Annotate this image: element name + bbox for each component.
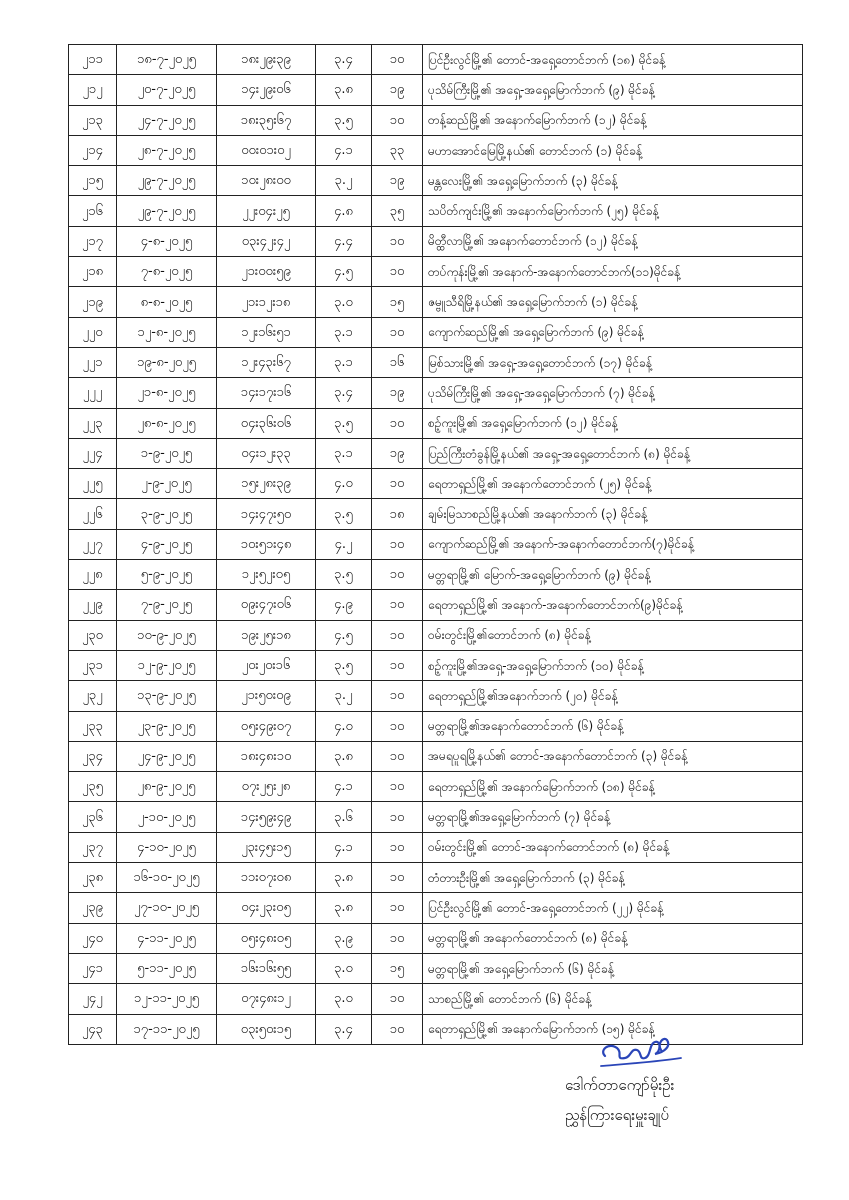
table-row <box>69 681 803 711</box>
magnitude-cell: ၄.၅ <box>316 257 372 287</box>
depth-cell: ၁၀ <box>372 45 423 75</box>
magnitude-cell: ၃.၉ <box>316 923 372 953</box>
depth-cell: ၁၀ <box>372 681 423 711</box>
location-cell: စဥ့်ကူးမြို့၏အရှေ့-အရှေ့မြောက်ဘက် (၁၀) မိုင်ခန့် <box>423 650 803 680</box>
event-date-cell: ၇-၈-၂၀၂၅ <box>117 257 217 287</box>
event-time-cell: ၀၇း၂၅း၂၈ <box>217 772 316 802</box>
event-time-cell: ၂၂း၀၄း၂၅ <box>217 196 316 226</box>
magnitude-cell: ၃.၀ <box>316 984 372 1014</box>
location-cell: မတ္တရာမြို့၏အရှေ့မြောက်ဘက် (၇) မိုင်ခန့် <box>423 802 803 832</box>
row-number-cell: ၂၃၈ <box>69 863 117 893</box>
magnitude-cell: ၃.၀ <box>316 287 372 317</box>
table-row <box>69 378 803 408</box>
depth-cell: ၁၀ <box>372 226 423 256</box>
depth-cell: ၁၀ <box>372 772 423 802</box>
table-row <box>69 45 803 75</box>
event-date-cell: ၂၈-၉-၂၀၂၅ <box>117 772 217 802</box>
event-date-cell: ၂၈-၇-၂၀၂၅ <box>117 135 217 165</box>
magnitude-cell: ၃.၅ <box>316 105 372 135</box>
row-number-cell: ၂၄၁ <box>69 953 117 983</box>
event-date-cell: ၁၉-၈-၂၀၂၅ <box>117 347 217 377</box>
magnitude-cell: ၄.၀ <box>316 469 372 499</box>
row-number-cell: ၂၁၇ <box>69 226 117 256</box>
location-cell: ပုသိမ်ကြီးမြို့၏ အရှေ့-အရှေ့မြောက်ဘက် (၇) မိုင်ခန့် <box>423 378 803 408</box>
event-date-cell: ၁၈-၇-၂၀၂၅ <box>117 45 217 75</box>
row-number-cell: ၂၂၅ <box>69 469 117 499</box>
depth-cell: ၁၀ <box>372 984 423 1014</box>
location-cell: တန့်ဆည်မြို့၏ အနောက်မြောက်ဘက် (၁၂) မိုင်ခန့် <box>423 105 803 135</box>
depth-cell: ၁၀ <box>372 650 423 680</box>
row-number-cell: ၂၃၁ <box>69 650 117 680</box>
location-cell: ဇမ္ဗူသီရိမြို့နယ်၏ အရှေ့မြောက်ဘက် (၁) မိုင်ခန့် <box>423 287 803 317</box>
location-cell: ကျောက်ဆည်မြို့၏ အရှေ့မြောက်ဘက် (၉) မိုင်ခန့် <box>423 317 803 347</box>
magnitude-cell: ၃.၈ <box>316 75 372 105</box>
table-row <box>69 650 803 680</box>
table-row <box>69 469 803 499</box>
depth-cell: ၁၆ <box>372 347 423 377</box>
row-number-cell: ၂၃၃ <box>69 711 117 741</box>
row-number-cell: ၂၁၆ <box>69 196 117 226</box>
location-cell: ရေတာရှည်မြို့၏အနောက်ဘက် (၂၀) မိုင်ခန့် <box>423 681 803 711</box>
event-date-cell: ၁၆-၁၀-၂၀၂၅ <box>117 863 217 893</box>
row-number-cell: ၂၁၅ <box>69 166 117 196</box>
location-cell: မတ္တရာမြို့၏အနောက်တောင်ဘက် (၆) မိုင်ခန့် <box>423 711 803 741</box>
magnitude-cell: ၄.၁ <box>316 135 372 165</box>
row-number-cell: ၂၂၆ <box>69 499 117 529</box>
event-time-cell: ၁၈း၃၅း၆၇ <box>217 105 316 135</box>
table-row <box>69 863 803 893</box>
location-cell: ပြည်ကြီးတံခွန်မြို့နယ်၏ အရှေ့-အရှေ့တောင်ဘက် (၈) မိုင်ခန့် <box>423 438 803 468</box>
row-number-cell: ၂၃၅ <box>69 772 117 802</box>
event-time-cell: ၁၅း၂၈း၃၉ <box>217 469 316 499</box>
magnitude-cell: ၄.၁ <box>316 832 372 862</box>
location-cell: ပုသိမ်ကြီးမြို့၏ အရှေ့-အရှေ့မြောက်ဘက် (၉) မိုင်ခန့် <box>423 75 803 105</box>
table-row <box>69 135 803 165</box>
row-number-cell: ၂၂၃ <box>69 408 117 438</box>
row-number-cell: ၂၂၇ <box>69 529 117 559</box>
depth-cell: ၃၃ <box>372 135 423 165</box>
event-time-cell: ၀၃း၄၂း၄၂ <box>217 226 316 256</box>
location-cell: မိတ္ထီလာမြို့၏ အနောက်တောင်ဘက် (၁၂) မိုင်ခန့် <box>423 226 803 256</box>
table-row <box>69 166 803 196</box>
magnitude-cell: ၃.၄ <box>316 1014 372 1044</box>
event-date-cell: ၂၃-၉-၂၀၂၅ <box>117 711 217 741</box>
event-date-cell: ၄-၁၁-၂၀၂၅ <box>117 923 217 953</box>
event-time-cell: ၀၀း၀၁း၀၂ <box>217 135 316 165</box>
magnitude-cell: ၃.၅ <box>316 650 372 680</box>
event-time-cell: ၁၄း၄၇း၅၀ <box>217 499 316 529</box>
table-row <box>69 772 803 802</box>
magnitude-cell: ၃.၄ <box>316 45 372 75</box>
row-number-cell: ၂၁၉ <box>69 287 117 317</box>
event-time-cell: ၀၇း၄၈း၁၂ <box>217 984 316 1014</box>
event-time-cell: ၁၀း၅၁း၄၈ <box>217 529 316 559</box>
magnitude-cell: ၃.၁ <box>316 317 372 347</box>
table-row <box>69 499 803 529</box>
depth-cell: ၁၀ <box>372 863 423 893</box>
location-cell: မဟာအောင်မြေမြို့နယ်၏ တောင်ဘက် (၁) မိုင်ခန့် <box>423 135 803 165</box>
signatory-title: ညွှန်ကြားရေးမှူးချုပ် <box>565 1106 669 1124</box>
magnitude-cell: ၃.၅ <box>316 560 372 590</box>
event-time-cell: ၁၂း၅၂း၀၅ <box>217 560 316 590</box>
event-time-cell: ၀၉း၄၇း၀၆ <box>217 590 316 620</box>
event-time-cell: ၀၄း၂၃း၀၅ <box>217 893 316 923</box>
event-time-cell: ၁၄း၁၇း၁၆ <box>217 378 316 408</box>
depth-cell: ၁၀ <box>372 802 423 832</box>
event-time-cell: ၁၁း၀၇း၀၈ <box>217 863 316 893</box>
table-row <box>69 408 803 438</box>
event-time-cell: ၁၉း၂၅း၁၈ <box>217 620 316 650</box>
event-time-cell: ၁၂း၁၆း၅၁ <box>217 317 316 347</box>
earthquake-table-body <box>69 45 803 1045</box>
magnitude-cell: ၄.၄ <box>316 226 372 256</box>
magnitude-cell: ၃.၈ <box>316 863 372 893</box>
table-row <box>69 105 803 135</box>
event-date-cell: ၂-၁၀-၂၀၂၅ <box>117 802 217 832</box>
magnitude-cell: ၃.၁ <box>316 438 372 468</box>
row-number-cell: ၂၁၃ <box>69 105 117 135</box>
location-cell: စဥ့်ကူးမြို့၏ အရှေ့မြောက်ဘက် (၁၂) မိုင်ခန့် <box>423 408 803 438</box>
depth-cell: ၁၀ <box>372 560 423 590</box>
magnitude-cell: ၃.၈ <box>316 741 372 771</box>
depth-cell: ၁၅ <box>372 953 423 983</box>
row-number-cell: ၂၂၉ <box>69 590 117 620</box>
depth-cell: ၁၀ <box>372 317 423 347</box>
event-date-cell: ၈-၈-၂၀၂၅ <box>117 287 217 317</box>
location-cell: ရေတာရှည်မြို့၏ အနောက်မြောက်ဘက် (၁၈) မိုင်ခန့် <box>423 772 803 802</box>
event-time-cell: ၁၄း၅၉း၄၉ <box>217 802 316 832</box>
row-number-cell: ၂၃၄ <box>69 741 117 771</box>
location-cell: အမရပူရမြို့နယ်၏ တောင်-အနောက်တောင်ဘက် (၃) မိုင်ခန့် <box>423 741 803 771</box>
location-cell: သာစည်မြို့၏ တောင်ဘက် (၆) မိုင်ခန့် <box>423 984 803 1014</box>
row-number-cell: ၂၂၂ <box>69 378 117 408</box>
row-number-cell: ၂၁၂ <box>69 75 117 105</box>
location-cell: မန္တလေးမြို့၏ အရှေ့မြောက်ဘက် (၃) မိုင်ခန့် <box>423 166 803 196</box>
location-cell: တံတားဦးမြို့၏ အရှေ့မြောက်ဘက် (၃) မိုင်ခန့် <box>423 863 803 893</box>
table-row <box>69 438 803 468</box>
location-cell: မြစ်သားမြို့၏ အရှေ့-အရှေ့တောင်ဘက် (၁၇) မိုင်ခန့် <box>423 347 803 377</box>
event-date-cell: ၂၈-၈-၂၀၂၅ <box>117 408 217 438</box>
depth-cell: ၁၀ <box>372 105 423 135</box>
location-cell: မတ္တရာမြို့၏ အနောက်တောင်ဘက် (၈) မိုင်ခန့် <box>423 923 803 953</box>
event-date-cell: ၂၀-၇-၂၀၂၅ <box>117 75 217 105</box>
event-date-cell: ၁၀-၉-၂၀၂၅ <box>117 620 217 650</box>
location-cell: ဝမ်းတွင်းမြို့၏ တောင်-အနောက်တောင်ဘက် (၈) မိုင်ခန့် <box>423 832 803 862</box>
event-date-cell: ၁-၉-၂၀၂၅ <box>117 438 217 468</box>
depth-cell: ၃၅ <box>372 196 423 226</box>
row-number-cell: ၂၃၂ <box>69 681 117 711</box>
table-row <box>69 984 803 1014</box>
depth-cell: ၁၀ <box>372 590 423 620</box>
magnitude-cell: ၃.၄ <box>316 378 372 408</box>
event-date-cell: ၁၂-၁၁-၂၀၂၅ <box>117 984 217 1014</box>
event-time-cell: ၀၅း၄၈း၀၅ <box>217 923 316 953</box>
event-date-cell: ၁၂-၈-၂၀၂၅ <box>117 317 217 347</box>
magnitude-cell: ၄.၂ <box>316 529 372 559</box>
table-row <box>69 923 803 953</box>
event-date-cell: ၂၉-၇-၂၀၂၅ <box>117 196 217 226</box>
row-number-cell: ၂၄၂ <box>69 984 117 1014</box>
depth-cell: ၁၀ <box>372 257 423 287</box>
event-time-cell: ၁၂း၄၃း၆၇ <box>217 347 316 377</box>
magnitude-cell: ၃.၂ <box>316 166 372 196</box>
location-cell: ရေတာရှည်မြို့၏ အနောက်တောင်ဘက် (၂၅) မိုင်ခန့် <box>423 469 803 499</box>
magnitude-cell: ၄.၀ <box>316 711 372 741</box>
table-row <box>69 893 803 923</box>
table-row <box>69 711 803 741</box>
event-time-cell: ၀၃း၅၀း၁၅ <box>217 1014 316 1044</box>
row-number-cell: ၂၄၃ <box>69 1014 117 1044</box>
row-number-cell: ၂၄၀ <box>69 923 117 953</box>
signatory-name: ဒေါက်တာကျော်မိုးဦး <box>565 1076 675 1094</box>
row-number-cell: ၂၃၀ <box>69 620 117 650</box>
table-row <box>69 287 803 317</box>
magnitude-cell: ၄.၉ <box>316 590 372 620</box>
location-cell: ရေတာရှည်မြို့၏ အနောက်-အနောက်တောင်ဘက်(၉)မိုင်ခန့် <box>423 590 803 620</box>
depth-cell: ၁၉ <box>372 75 423 105</box>
event-date-cell: ၅-၉-၂၀၂၅ <box>117 560 217 590</box>
event-date-cell: ၂၁-၈-၂၀၂၅ <box>117 378 217 408</box>
magnitude-cell: ၃.၆ <box>316 802 372 832</box>
depth-cell: ၁၀ <box>372 1014 423 1044</box>
event-date-cell: ၂၉-၇-၂၀၂၅ <box>117 166 217 196</box>
depth-cell: ၁၀ <box>372 923 423 953</box>
row-number-cell: ၂၁၈ <box>69 257 117 287</box>
event-date-cell: ၂၄-၉-၂၀၂၅ <box>117 741 217 771</box>
table-row <box>69 75 803 105</box>
magnitude-cell: ၃.၂ <box>316 681 372 711</box>
event-time-cell: ၂၁း၅၀း၀၉ <box>217 681 316 711</box>
table-row <box>69 1014 803 1044</box>
table-row <box>69 953 803 983</box>
table-row <box>69 620 803 650</box>
depth-cell: ၁၀ <box>372 711 423 741</box>
event-date-cell: ၄-၉-၂၀၂၅ <box>117 529 217 559</box>
depth-cell: ၁၀ <box>372 408 423 438</box>
event-time-cell: ၁၈း၄၈း၁၀ <box>217 741 316 771</box>
event-date-cell: ၄-၈-၂၀၂၅ <box>117 226 217 256</box>
depth-cell: ၁၀ <box>372 529 423 559</box>
depth-cell: ၁၀ <box>372 620 423 650</box>
event-time-cell: ၁၀း၂၈း၀၀ <box>217 166 316 196</box>
event-date-cell: ၂-၉-၂၀၂၅ <box>117 469 217 499</box>
event-time-cell: ၀၄း၁၂း၃၃ <box>217 438 316 468</box>
location-cell: တပ်ကုန်းမြို့၏ အနောက်-အနောက်တောင်ဘက်(၁၁)မိုင်ခန့် <box>423 257 803 287</box>
row-number-cell: ၂၂၀ <box>69 317 117 347</box>
depth-cell: ၁၉ <box>372 378 423 408</box>
event-time-cell: ၁၄း၂၉း၀၆ <box>217 75 316 105</box>
event-time-cell: ၁၆း၁၆း၅၅ <box>217 953 316 983</box>
depth-cell: ၁၀ <box>372 469 423 499</box>
table-row <box>69 196 803 226</box>
table-row <box>69 347 803 377</box>
magnitude-cell: ၄.၅ <box>316 620 372 650</box>
earthquake-table <box>68 44 803 1045</box>
handwritten-signature <box>595 1028 685 1076</box>
depth-cell: ၁၈ <box>372 499 423 529</box>
event-date-cell: ၂၄-၇-၂၀၂၅ <box>117 105 217 135</box>
table-row <box>69 317 803 347</box>
depth-cell: ၁၀ <box>372 741 423 771</box>
row-number-cell: ၂၂၄ <box>69 438 117 468</box>
event-date-cell: ၇-၉-၂၀၂၅ <box>117 590 217 620</box>
magnitude-cell: ၃.၈ <box>316 893 372 923</box>
location-cell: မတ္တရာမြို့၏ မြောက်-အရှေ့မြောက်ဘက် (၉) မိုင်ခန့် <box>423 560 803 590</box>
location-cell: ရေတာရှည်မြို့၏ အနောက်မြောက်ဘက် (၁၅) မိုင်ခန့် <box>423 1014 803 1044</box>
location-cell: ဝမ်းတွင်းမြို့၏တောင်ဘက် (၈) မိုင်ခန့် <box>423 620 803 650</box>
event-date-cell: ၁၃-၉-၂၀၂၅ <box>117 681 217 711</box>
table-row <box>69 257 803 287</box>
row-number-cell: ၂၃၇ <box>69 832 117 862</box>
event-time-cell: ၁၈း၂၉း၃၉ <box>217 45 316 75</box>
magnitude-cell: ၃.၅ <box>316 408 372 438</box>
table-row <box>69 741 803 771</box>
location-cell: မတ္တရာမြို့၏ အရှေ့မြောက်ဘက် (၆) မိုင်ခန့် <box>423 953 803 983</box>
magnitude-cell: ၃.၁ <box>316 347 372 377</box>
depth-cell: ၁၅ <box>372 287 423 317</box>
event-time-cell: ၀၄း၃၆း၀၆ <box>217 408 316 438</box>
event-date-cell: ၁၇-၁၁-၂၀၂၅ <box>117 1014 217 1044</box>
table-row <box>69 560 803 590</box>
table-row <box>69 802 803 832</box>
event-date-cell: ၅-၁၁-၂၀၂၅ <box>117 953 217 983</box>
event-time-cell: ၀၅း၄၉း၀၇ <box>217 711 316 741</box>
event-date-cell: ၁၂-၉-၂၀၂၅ <box>117 650 217 680</box>
location-cell: ကျောက်ဆည်မြို့၏ အနောက်-အနောက်တောင်ဘက်(၇)မိုင်ခန့် <box>423 529 803 559</box>
row-number-cell: ၂၃၉ <box>69 893 117 923</box>
row-number-cell: ၂၁၄ <box>69 135 117 165</box>
depth-cell: ၁၀ <box>372 832 423 862</box>
depth-cell: ၁၀ <box>372 893 423 923</box>
row-number-cell: ၂၂၁ <box>69 347 117 377</box>
event-date-cell: ၃-၉-၂၀၂၅ <box>117 499 217 529</box>
event-time-cell: ၂၀း၂၀း၁၆ <box>217 650 316 680</box>
table-row <box>69 832 803 862</box>
location-cell: ပြင်ဦးလွင်မြို့၏ တောင်-အရှေ့တောင်ဘက် (၁၈) မိုင်ခန့် <box>423 45 803 75</box>
magnitude-cell: ၃.၀ <box>316 953 372 983</box>
event-date-cell: ၂၇-၁၀-၂၀၂၅ <box>117 893 217 923</box>
table-row <box>69 590 803 620</box>
location-cell: ပြင်ဦးလွင်မြို့၏ တောင်-အရှေ့တောင်ဘက် (၂၂) မိုင်ခန့် <box>423 893 803 923</box>
event-date-cell: ၄-၁၀-၂၀၂၅ <box>117 832 217 862</box>
magnitude-cell: ၄.၈ <box>316 196 372 226</box>
table-row <box>69 226 803 256</box>
event-time-cell: ၂၃း၄၅း၁၅ <box>217 832 316 862</box>
magnitude-cell: ၄.၁ <box>316 772 372 802</box>
magnitude-cell: ၃.၅ <box>316 499 372 529</box>
row-number-cell: ၂၃၆ <box>69 802 117 832</box>
table-row <box>69 529 803 559</box>
location-cell: သပိတ်ကျင်းမြို့၏ အနောက်မြောက်ဘက် (၂၅) မိုင်ခန့် <box>423 196 803 226</box>
depth-cell: ၁၉ <box>372 166 423 196</box>
row-number-cell: ၂၁၁ <box>69 45 117 75</box>
depth-cell: ၁၉ <box>372 438 423 468</box>
row-number-cell: ၂၂၈ <box>69 560 117 590</box>
location-cell: ချမ်းမြသာစည်မြို့နယ်၏ အနောက်ဘက် (၃) မိုင်ခန့် <box>423 499 803 529</box>
event-time-cell: ၂၁း၁၂း၁၈ <box>217 287 316 317</box>
event-time-cell: ၂၁း၀၀း၅၉ <box>217 257 316 287</box>
